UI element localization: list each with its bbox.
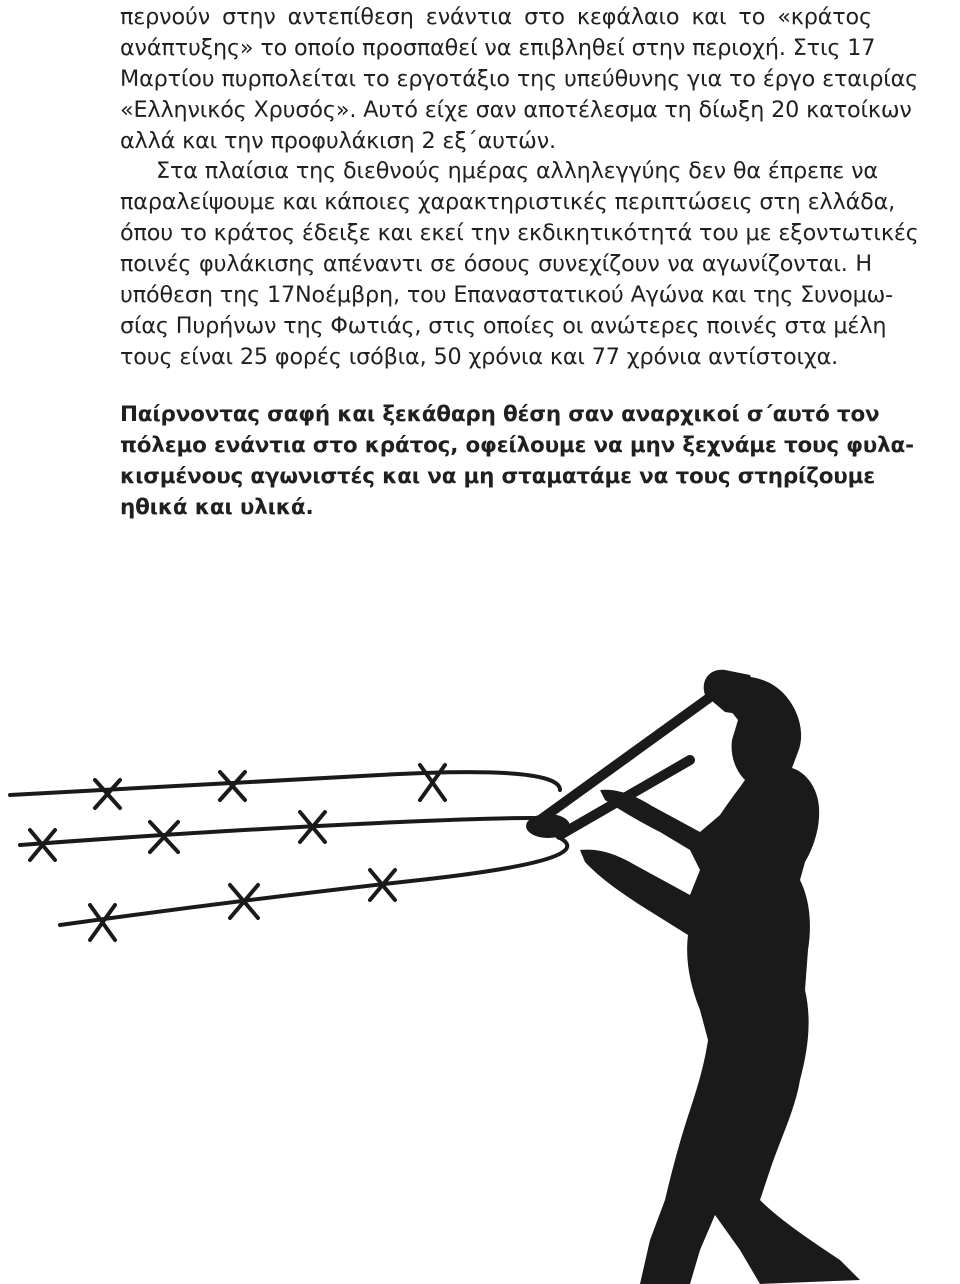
text-line: «Ελληνικός Χρυσός». Αυτό είχε σαν αποτέλεσμα τη δίωξη 20 κατοίκων: [120, 96, 912, 123]
body-text: [120, 2, 919, 373]
text-line: ανάπτυξης» το οποίο προσπαθεί να επιβληθεί στην περιοχή. Στις 17: [120, 34, 876, 61]
text-line: Μαρτίου πυρπολείται το εργοτάξιο της υπεύθυνης για το έργο εταιρίας: [120, 65, 919, 92]
barb-7: [90, 905, 115, 940]
wire-strand-top: [10, 772, 560, 795]
barb-3: [420, 765, 445, 800]
text-line: αλλά και την προφυλάκιση 2 εξ΄αυτών.: [120, 127, 556, 154]
text-line: Στα πλαίσια της διεθνούς ημέρας αλληλεγγύης δεν θα έπρεπε να: [156, 158, 878, 185]
bold-closing-paragraph: [120, 399, 914, 523]
wire-strand-middle: [20, 818, 562, 845]
bold-text-line: Παίρνοντας σαφή και ξεκάθαρη θέση σαν αναρχικοί σ΄αυτό τον: [120, 402, 880, 427]
text-line: περνούν στην αντεπίθεση ενάντια στο κεφάλαιο και το «κράτος: [120, 4, 872, 30]
bold-text-line: ηθικά και υλικά.: [120, 495, 314, 520]
barb-1: [95, 780, 120, 808]
text-line: όπου το κράτος έδειξε και εκεί την εκδικητικότητά του με εξοντωτικές: [120, 220, 919, 247]
text-line: τους είναι 25 φορές ισόβια, 50 χρόνια και 77 χρόνια αντίστοιχα.: [120, 343, 839, 370]
text-line: υπόθεση της 17Νοέμβρη, του Επαναστατικού Αγώνα και της Συνομω-: [120, 282, 894, 309]
wire-strand-bottom: [60, 838, 567, 925]
text-line: ποινές φυλάκισης απέναντι σε όσους συνεχίζουν να αγωνίζονται. Η: [120, 251, 872, 278]
bold-text-line: πόλεμο ενάντια στο κράτος, οφείλουμε να μην ξεχνάμε τους φυλα-: [120, 433, 914, 458]
figure-arm-raised: [704, 670, 760, 715]
text-line: σίας Πυρήνων της Φωτιάς, στις οποίες οι ανώτερες ποινές στα μέλη: [120, 312, 887, 339]
barbed-wire-strands: [10, 772, 567, 925]
barbed-wire-cutter-illustration: [0, 600, 960, 1284]
text-line: παραλείψουμε και κάποιες χαρακτηριστικές περιπτώσεις στη ελλάδα,: [120, 189, 896, 216]
bold-text-line: κισμένους αγωνιστές και να μη σταματάμε να τους στηρίζουμε: [120, 464, 876, 489]
cutter-jaw: [526, 814, 570, 838]
figure-silhouette: [580, 676, 860, 1284]
barb-2: [220, 772, 245, 800]
